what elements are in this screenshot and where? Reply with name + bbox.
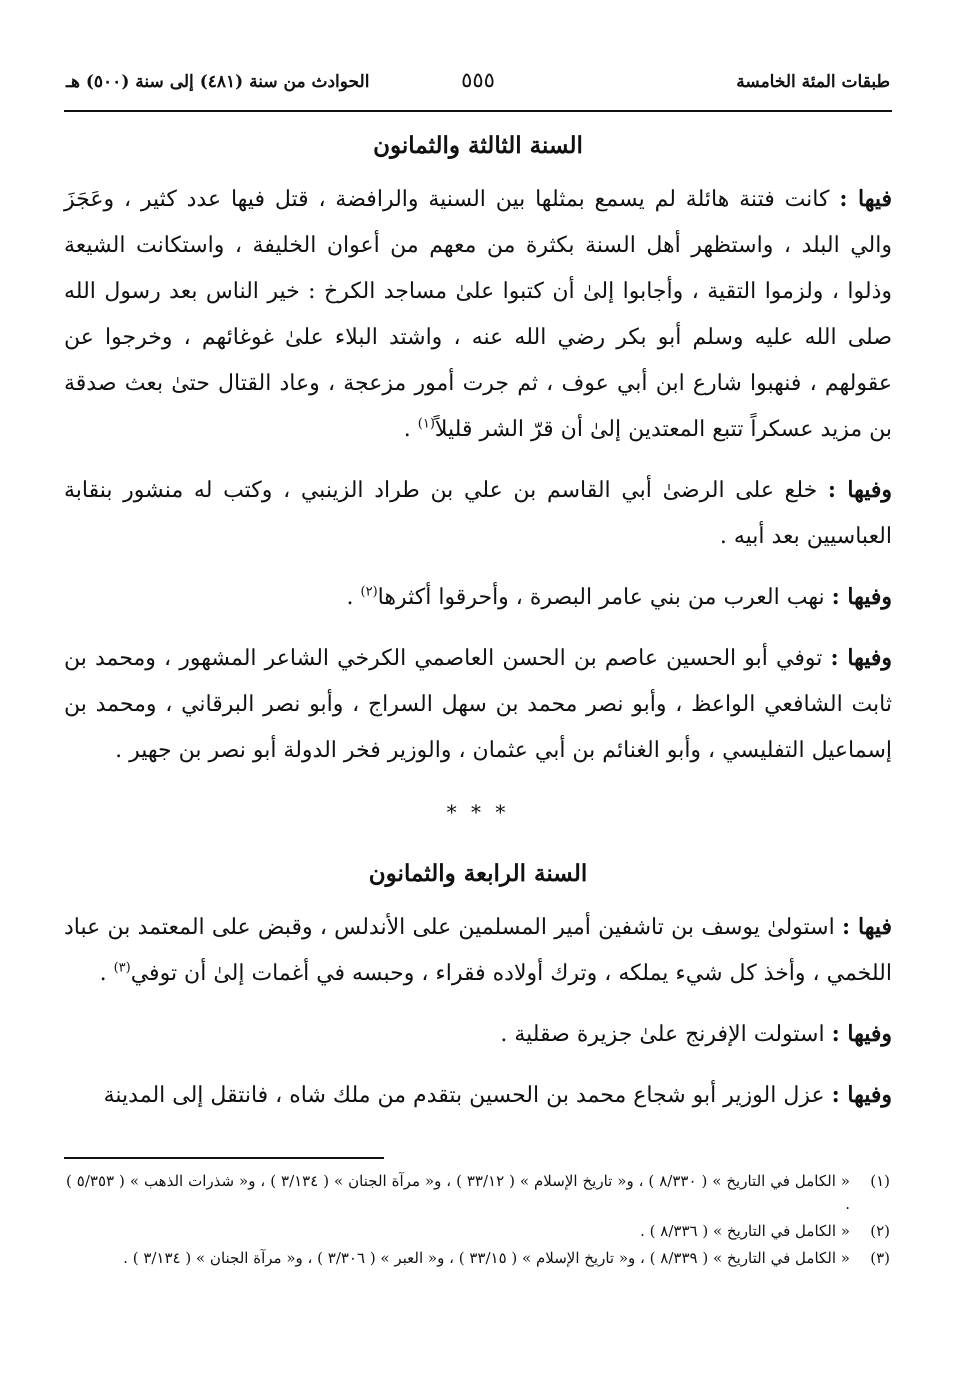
entry-end: . [346,585,361,610]
running-header [66,68,890,106]
entry-paragraph [64,574,892,621]
entry-text: عزل الوزير أبو شجاع محمد بن الحسين بتقدم من ملك شاه ، فانتقل إلى المدينة [103,1083,825,1108]
footnote-ref[interactable]: (١) [417,416,435,432]
entry-text: كانت فتنة هائلة لم يسمع بمثلها بين السنية والرافضة ، قتل فيها عدد كثير ، وعَجَزَ والي البلد ، واستظهر أهل السنة بكثرة من معهم من أعوان الخليفة ، واستكانت الشيعة وذلوا ، ولزموا التقية ، وأجابوا إلىٰ أن كتبوا علىٰ مساجد الكرخ : خير الناس بعد رسول الله صلى الله عليه وسلم أبو بكر رضي الله عنه ، واشتد البلاء علىٰ غوغائهم ، وخرجوا عن عقولهم ، فنهبوا شارع ابن أبي عوف ، ثم جرت أمور مزعجة ، وعاد القتال حتىٰ بعث صدقة بن مزيد عسكراً تتبع المعتدين إلىٰ أن قرّ الشر قليلاً [64,187,892,442]
footnotes [66,1170,890,1274]
entry-paragraph [64,904,892,997]
chapter-range-title: الحوادث من سنة (٤٨١) إلى سنة (٥٠٠) هـ [66,72,370,92]
entry-end: . [99,961,114,986]
entry-lead: وفيها : [830,645,892,671]
entry-text: توفي أبو الحسين عاصم بن الحسن العاصمي الكرخي الشاعر المشهور ، ومحمد بن ثابت الشافعي الواعظ ، وأبو نصر محمد بن سهل السراج ، وأبو نصر البرقاني ، ومحمد بن إسماعيل التفليسي ، وأبو الغنائم بن أبي عثمان ، والوزير فخر الدولة أبو نصر بن جهير . [64,646,892,763]
entry-text: نهب العرب من بني عامر البصرة ، وأحرقوا أكثرها [377,585,825,610]
footnote-text: « الكامل في التاريخ » ( ٨/٣٣٩ ) ، و« تاريخ الإسلام » ( ٣٣/١٥ ) ، و« العبر » ( ٣/٣٠٦ ) ، و« مرآة الجنان » ( ٣/١٣٤ ) . [123,1249,850,1267]
footnote-number: (٣) [870,1249,890,1267]
entry-text: خلع على الرضىٰ أبي القاسم بن علي بن طراد الزينبي ، وكتب له منشور بنقابة العباسيين بعد أبيه . [64,478,892,549]
section-title: السنة الثالثة والثمانون [373,132,583,159]
entry-lead: وفيها : [831,584,892,610]
entry-end: . [403,417,418,442]
entry-paragraph [64,1072,892,1119]
entry-lead: فيها : [839,186,892,212]
entry-paragraph [64,1011,892,1058]
book-section-title: طبقات المئة الخامسة [736,72,890,92]
section-separator: * * * [446,800,510,824]
footnote-number: (٢) [870,1222,890,1240]
footnote [66,1247,890,1270]
entry-paragraph [64,176,892,453]
footnote-rule [64,1157,384,1159]
footnote-text: « الكامل في التاريخ » ( ٨/٣٣٦ ) . [640,1222,850,1240]
footnote-ref[interactable]: (٢) [360,584,378,600]
page-number: ٥٥٥ [461,68,495,92]
entry-lead: وفيها : [831,1021,892,1047]
footnote-ref[interactable]: (٣) [113,960,131,976]
footnote [66,1170,890,1216]
entry-text: استولت الإفرنج علىٰ جزيرة صقلية . [500,1022,825,1047]
header-rule [64,110,892,112]
footnote [66,1220,890,1243]
entry-lead: فيها : [841,914,892,940]
entry-lead: وفيها : [827,477,893,503]
entry-paragraph [64,467,892,560]
footnote-number: (١) [870,1172,890,1190]
main-text [64,124,892,1133]
footnote-text: « الكامل في التاريخ » ( ٨/٣٣٠ ) ، و« تاريخ الإسلام » ( ٣٣/١٢ ) ، و« مرآة الجنان » ( ٣/١٣٤ ) ، و« شذرات الذهب » ( ٥/٣٥٣ ) . [66,1172,850,1213]
entry-text: استولىٰ يوسف بن تاشفين أمير المسلمين على الأندلس ، وقبض على المعتمد بن عباد اللخمي ، وأخذ كل شيء يملكه ، وترك أولاده فقراء ، وحبسه في أغمات إلىٰ أن توفي [64,915,892,986]
entry-lead: وفيها : [831,1082,892,1108]
section-title: السنة الرابعة والثمانون [368,860,588,887]
entry-paragraph [64,635,892,774]
